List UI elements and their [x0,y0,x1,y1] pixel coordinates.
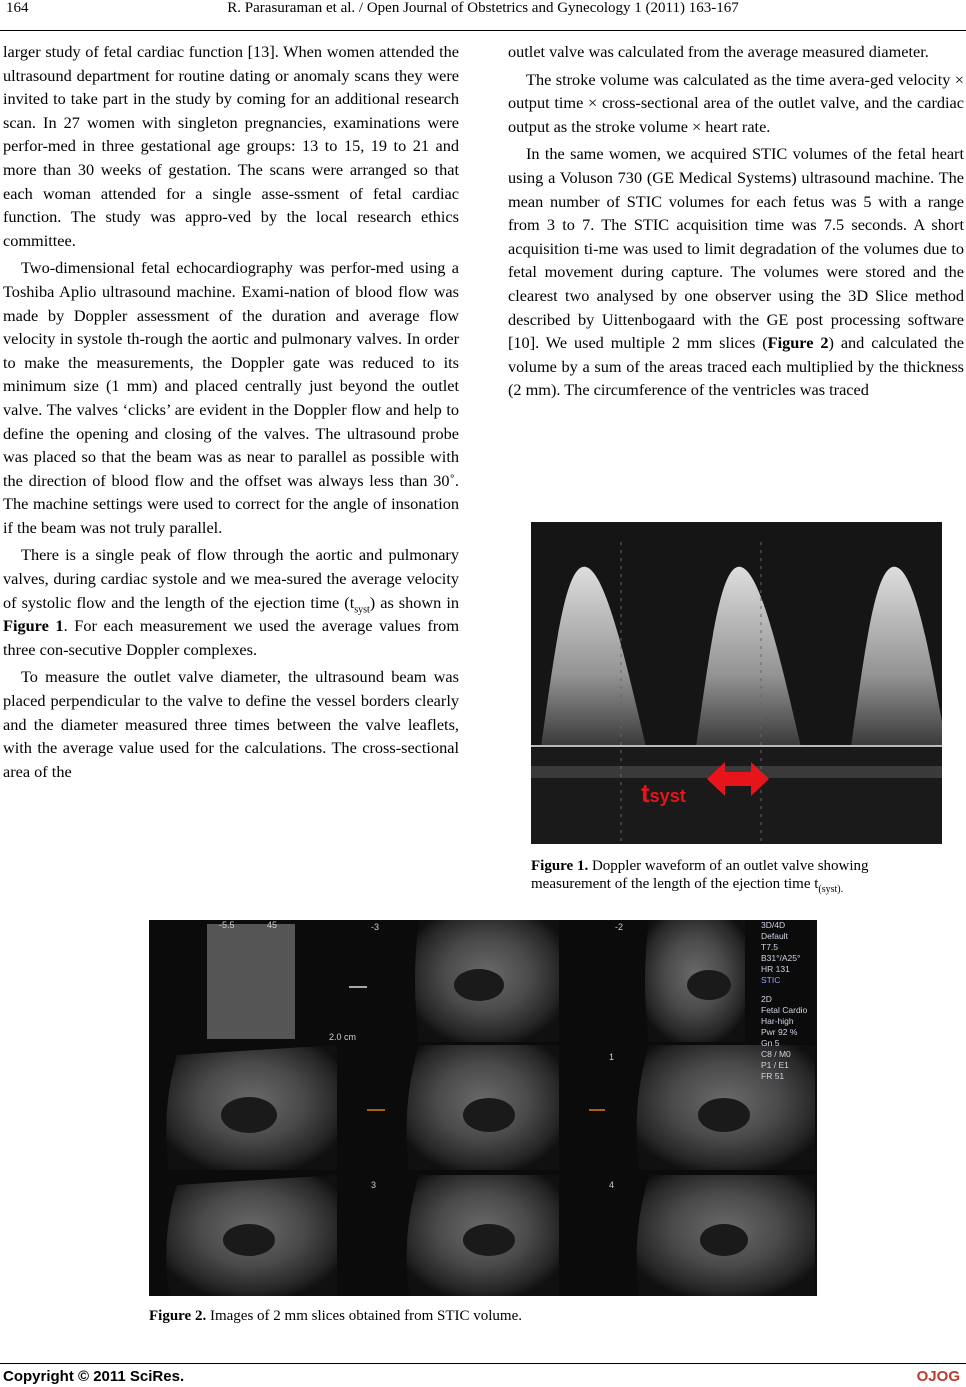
paragraph: To measure the outlet valve diameter, the ultrasound beam was placed perpendicular to the valve to define the vessel borders clearly and the diameter measured three times between the valve leaflets, with the average value used for the calculations. The cross-sectional area of the [3,667,459,781]
figure-2-caption: Figure 2. Images of 2 mm slices obtained from STIC volume. [149,1308,522,1324]
figure-reference[interactable]: Figure 2 [767,333,829,353]
svg-text:B31°/A25°: B31°/A25° [761,953,801,963]
left-column [3,40,459,787]
svg-text:Gn 5: Gn 5 [761,1038,780,1048]
svg-text:-5.5: -5.5 [219,920,235,930]
svg-text:Har-high: Har-high [761,1016,794,1026]
paragraph: The stroke volume was calculated as the time avera-ged velocity × output time × cross-sectional area of the outlet valve, and the cardiac output as the stroke volume × heart rate. [508,69,964,136]
svg-text:1: 1 [609,1052,615,1062]
tsyst-overlay-label: tsyst [641,778,686,808]
svg-text:3: 3 [371,1180,377,1190]
copyright-notice: Copyright © 2011 SciRes. [3,1368,185,1385]
svg-text:-3: -3 [371,922,380,932]
svg-text:Pwr 92 %: Pwr 92 % [761,1027,798,1037]
journal-abbrev: OJOG [916,1368,960,1385]
svg-text:-2: -2 [615,922,624,932]
paragraph: larger study of fetal cardiac function [13]. When women attended the ultrasound department for routine dating or anomaly scans they were invited to take part in the study by coming for an additional research scan. In 27 women with singleton pregnancies, examinations were perfor-med in three gestational age groups: 13 to 15, 19 to 21 and more than 30 weeks of gestation. The scans were arranged so that each woman attended for a single asse-ssment of fetal cardiac function. The study was appro-ved by the local research ethics committee. [3,42,459,250]
page-number: 164 [6,0,29,16]
paragraph: There is a single peak of flow through the aortic and pulmonary valves, during cardiac systole and we mea-sured the average velocity of systolic flow and the length of the ejection time $(t_{syst})$ as shown in Figure 1. For each measurement we used the average values from three con-secutive Doppler complexes. [3,545,459,659]
figure-1-doppler-image [531,522,942,844]
paragraph: Two-dimensional fetal echocardiography was perfor-med using a Toshiba Aplio ultrasound machine. Exami-nation of blood flow was made by Doppler assessment of the duration and average flow velocity in systole th-rough the aortic and pulmonary valves. In order to make the measurements, the Doppler gate was reduced to its minimum size (1 mm) and placed centrally just beyond the outlet valve. The valves ‘clicks’ are evident in the Doppler flow and help to define the opening and closing of the valves. The ultrasound probe was placed so that the beam was as near to parallel as possible with the direction of blood flow and the offset was always less than 30˚. The machine settings were used to correct for the angle of insonation if the beam was not truly parallel. [3,258,459,537]
figure-2-stic-slices [149,920,817,1296]
svg-text:HR 131: HR 131 [761,964,790,974]
running-head: R. Parasuraman et al. / Open Journal of Obstetrics and Gynecology 1 (2011) 163-167 [227,0,739,16]
paragraph: In the same women, we acquired STIC volumes of the fetal heart using a Voluson 730 (GE Medical Systems) ultrasound machine. The mean number of STIC volumes for each fetus was 5 with a range from 3 to 7. The STIC acquisition time was 7.5 seconds. A short acquisition ti-me was used to limit degradation of the volumes due to fetal movement during capture. The volumes were stored and the clearest two analysed by one observer using the 3D Slice method described by Uittenbogaard with the GE post processing software [10]. We used multiple 2 mm slices (Figure 2) and calculated the volume by a sum of the areas traced each multiplied by the thickness (2 mm). The circumference of the ventricles was traced [508,144,964,400]
svg-text:Default: Default [761,931,788,941]
svg-text:Fetal Cardio: Fetal Cardio [761,1005,808,1015]
svg-text:2.0 cm: 2.0 cm [329,1032,357,1042]
figure-1-caption: Figure 1. Doppler waveform of an outlet valve showing measurement of the length of the ejection time $t_{(syst).}$ [531,858,869,895]
svg-text:4: 4 [609,1180,615,1190]
svg-text:C8 / M0: C8 / M0 [761,1049,791,1059]
paragraph: outlet valve was calculated from the average measured diameter. [508,42,929,61]
svg-text:45: 45 [267,920,278,930]
svg-text:T7.5: T7.5 [761,942,779,952]
svg-text:FR 51: FR 51 [761,1071,785,1081]
svg-text:2D: 2D [761,994,772,1004]
volume-preview [207,924,295,1039]
figure-reference[interactable]: Figure 1 [3,616,64,636]
svg-text:STIC: STIC [761,975,781,985]
page-footer [0,1363,966,1387]
page-header [0,0,966,31]
svg-text:P1 / E1: P1 / E1 [761,1060,789,1070]
svg-text:3D/4D: 3D/4D [761,920,786,930]
right-column [508,40,964,406]
